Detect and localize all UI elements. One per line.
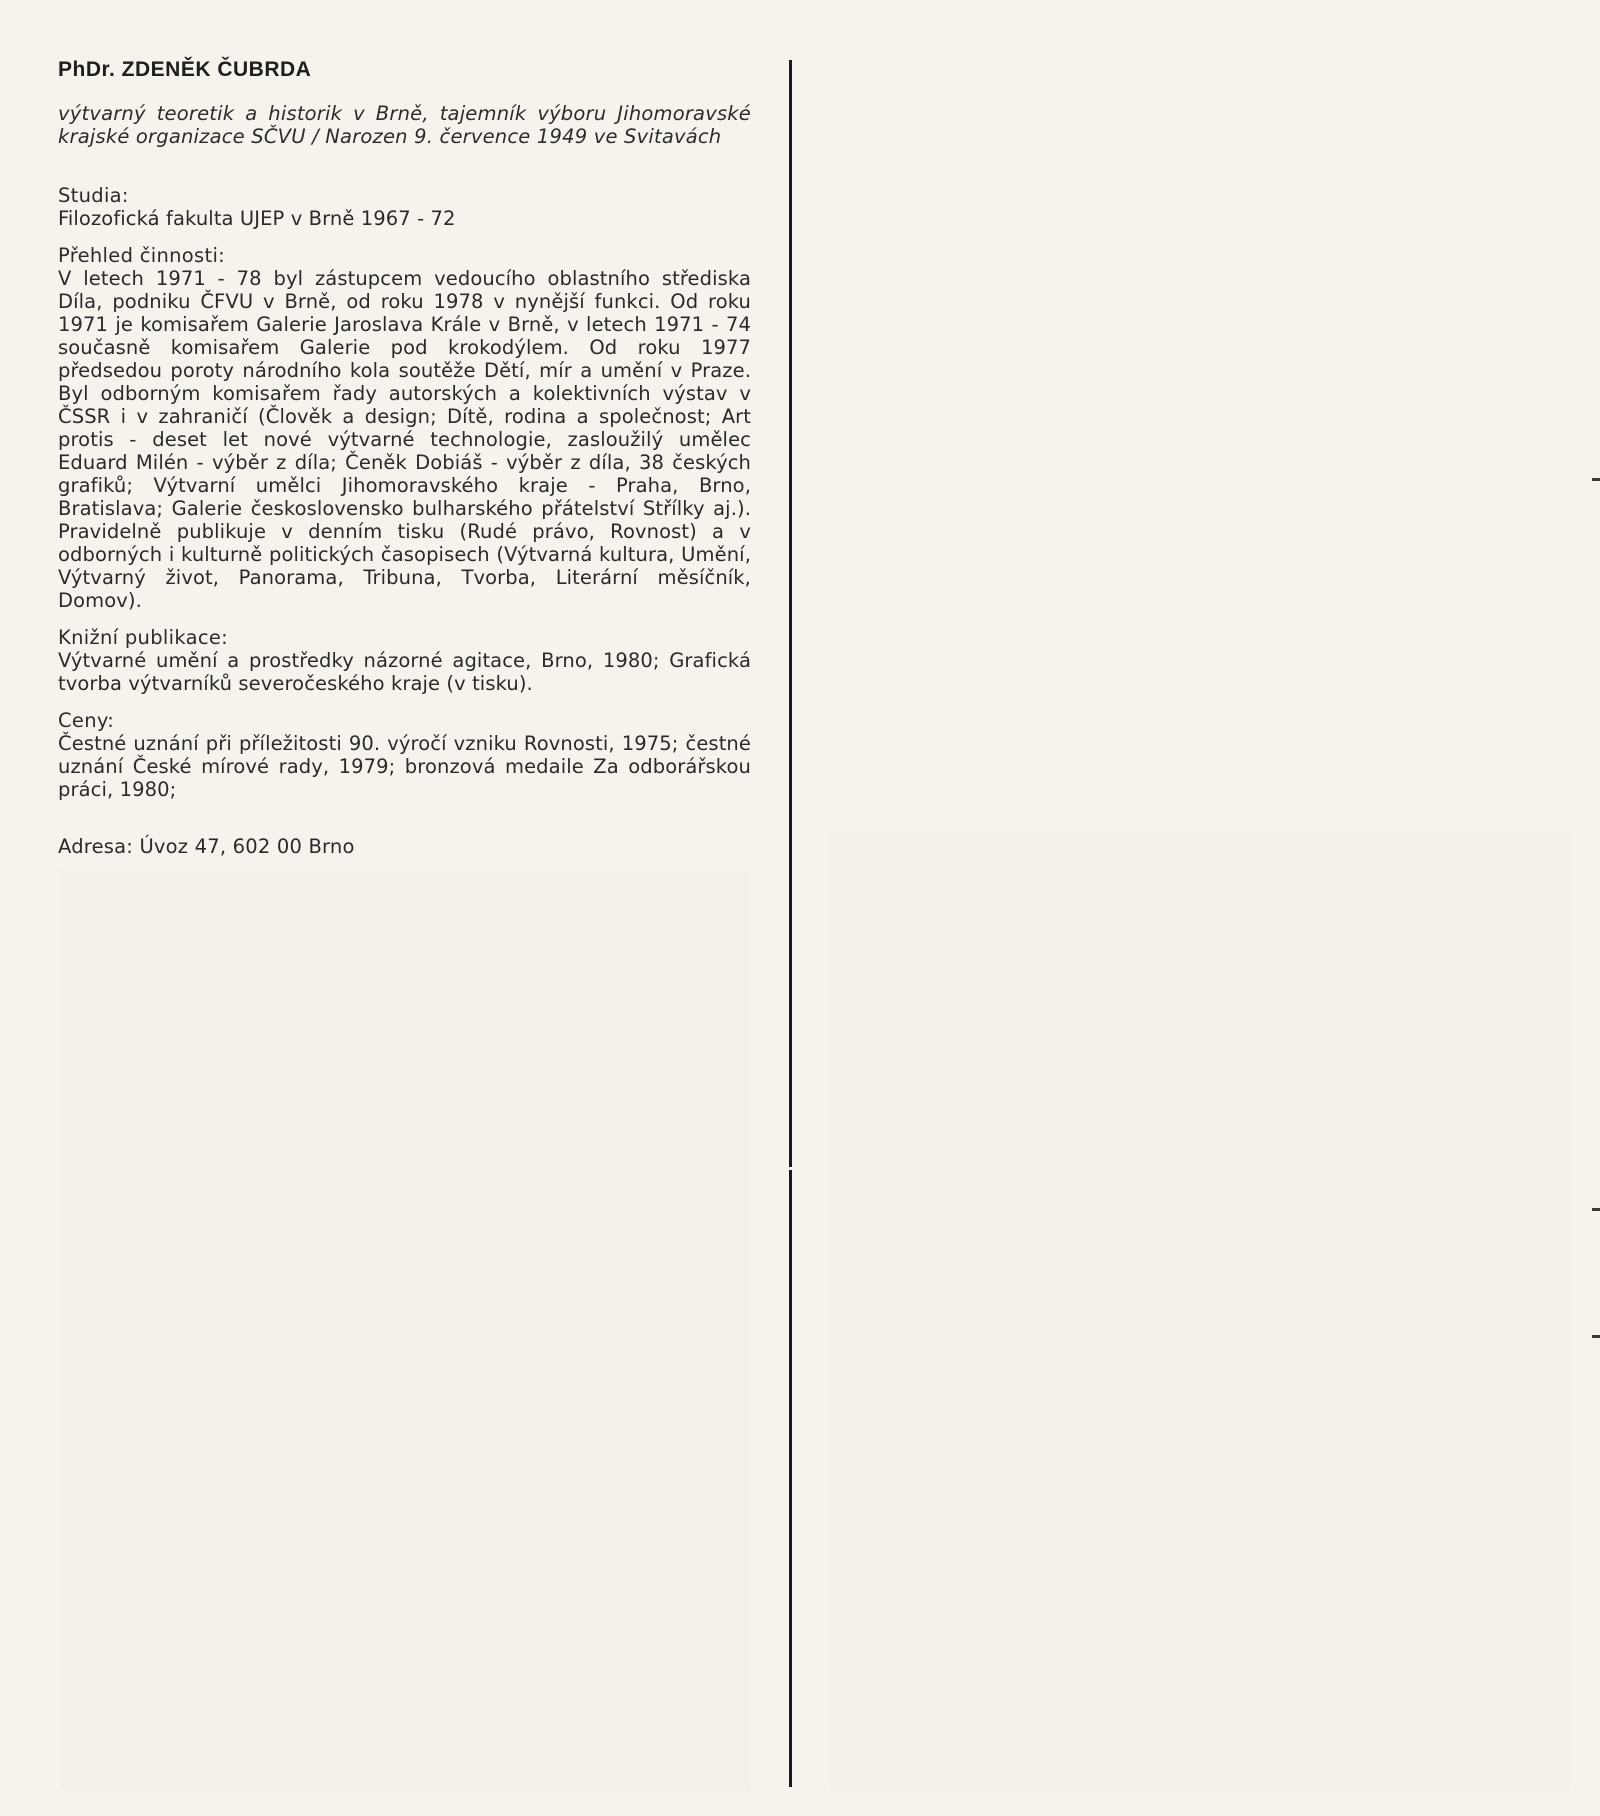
section-studies (58, 184, 751, 230)
section-body: Filozofická fakulta UJEP v Brně 1967 - 72 (58, 207, 456, 230)
section-heading: Knižní publikace: (58, 626, 229, 649)
edge-mark (1592, 1335, 1600, 1338)
address: Adresa: Úvoz 47, 602 00 Brno (58, 835, 355, 858)
bleed-through-panel-left (60, 870, 750, 1790)
section-heading: Přehled činnosti: (58, 244, 226, 267)
author-role: výtvarný teoretik a historik v Brně, tajemník výboru Jihomoravské krajské organizace SČVU / Narozen 9. července 1949 ve Svitavách (58, 102, 751, 148)
column-divider-top (789, 60, 792, 1167)
column-divider-bottom (789, 1170, 792, 1787)
edge-mark (1592, 478, 1600, 481)
bleed-through-panel-right (830, 830, 1570, 1790)
section-heading: Studia: (58, 184, 129, 207)
biography-column (58, 58, 751, 878)
section-publications (58, 626, 751, 695)
edge-mark (1592, 1208, 1600, 1211)
section-heading: Ceny: (58, 709, 115, 732)
section-body: V letech 1971 - 78 byl zástupcem vedoucího oblastního střediska Díla, podniku ČFVU v Brně, od roku 1978 v nynější funkci. Od roku 1971 je komisařem Galerie Jaroslava Krále v Brně, v letech 1971 - 74 současně komisařem Galerie pod krokodýlem. Od roku 1977 předsedou poroty národního kola soutěže Dětí, mír a umění v Praze. Byl odborným komisařem řady autorských a kolektivních výstav v ČSSR i v zahraničí (Člověk a design; Dítě, rodina a společnost; Art protis - deset let nové výtvarné technologie, zasloužilý umělec Eduard Milén - výběr z díla; Čeněk Dobiáš - výběr z díla, 38 českých grafiků; Výtvarní umělci Jihomoravského kraje - Praha, Brno, Bratislava; Galerie československo bulharského přátelství Střílky aj.). Pravidelně publikuje v denním tisku (Rudé právo, Rovnost) a v odborných i kulturně politických časopisech (Výtvarná kultura, Umění, Výtvarný život, Panorama, Tribuna, Tvorba, Literární měsíčník, Domov). (58, 267, 751, 612)
section-awards (58, 709, 751, 801)
section-activity (58, 244, 751, 612)
section-body: Výtvarné umění a prostředky názorné agitace, Brno, 1980; Grafická tvorba výtvarníků severočeského kraje (v tisku). (58, 649, 751, 695)
section-body: Čestné uznání při příležitosti 90. výročí vzniku Rovnosti, 1975; čestné uznání České mírové rady, 1979; bronzová medaile Za odborářskou práci, 1980; (58, 732, 751, 801)
author-name: PhDr. ZDENĚK ČUBRDA (58, 58, 312, 81)
